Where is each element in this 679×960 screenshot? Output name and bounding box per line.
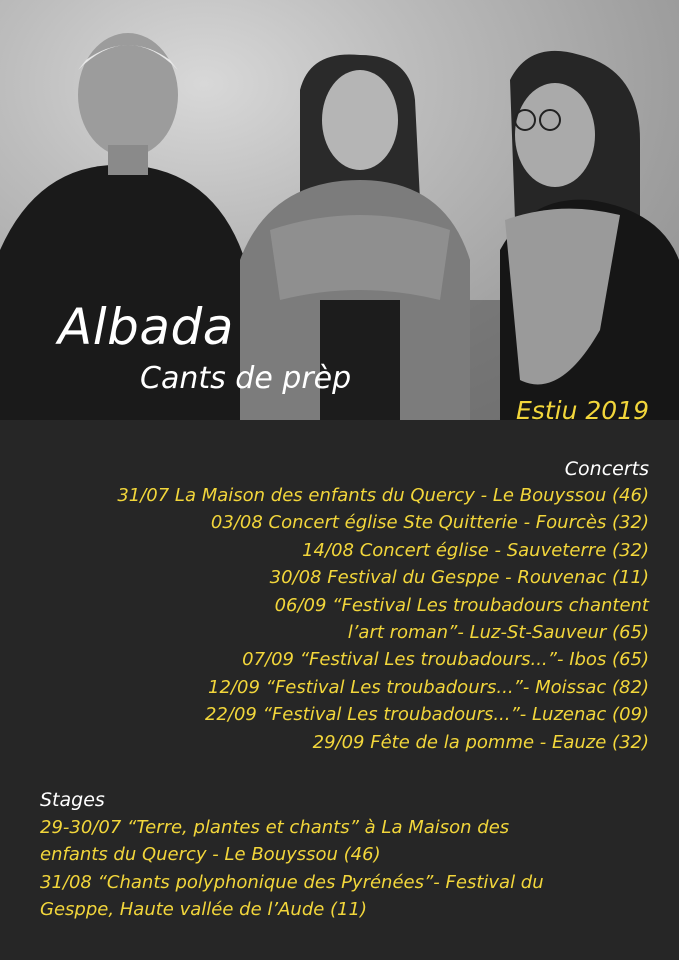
concert-item: 29/09 Fête de la pomme - Eauze (32) [312, 731, 649, 753]
concerts-section [0, 456, 679, 756]
concert-item: 03/08 Concert église Ste Quitterie - Fourcès (32) [210, 512, 649, 534]
band-title: Albada [58, 298, 234, 356]
concert-item: 12/09 “Festival Les troubadours...”- Moissac (82) [208, 676, 649, 698]
concert-item: 22/09 “Festival Les troubadours...”- Luzenac (09) [204, 704, 649, 726]
person-right [500, 51, 679, 420]
concert-item: 14/08 Concert église - Sauveterre (32) [302, 539, 649, 561]
concert-item: 30/08 Festival du Gesppe - Rouvenac (11) [269, 567, 649, 589]
season-label: Estiu 2019 [516, 396, 649, 425]
concert-item: 06/09 “Festival Les troubadours chantent [274, 594, 649, 616]
stage-item: 29-30/07 “Terre, plantes et chants” à La Maison des [40, 817, 510, 838]
concert-item: 07/09 “Festival Les troubadours...”- Ibos (65) [242, 649, 649, 671]
stage-item: enfants du Quercy - Le Bouyssou (46) [40, 844, 381, 866]
band-photo [0, 0, 679, 420]
stages-section [0, 786, 679, 924]
concerts-heading: Concerts [564, 458, 649, 480]
band-subtitle: Cants de prèp [140, 361, 352, 396]
stages-heading: Stages [40, 789, 105, 811]
stage-item: Gesppe, Haute vallée de l’Aude (11) [40, 899, 367, 921]
concert-item: 31/07 La Maison des enfants du Quercy - Le Bouyssou (46) [117, 485, 649, 506]
band-photo-illustration [0, 0, 679, 420]
concert-item: l’art roman”- Luz-St-Sauveur (65) [347, 622, 649, 644]
stage-item: 31/08 “Chants polyphonique des Pyrénées”- Festival du [40, 871, 544, 893]
